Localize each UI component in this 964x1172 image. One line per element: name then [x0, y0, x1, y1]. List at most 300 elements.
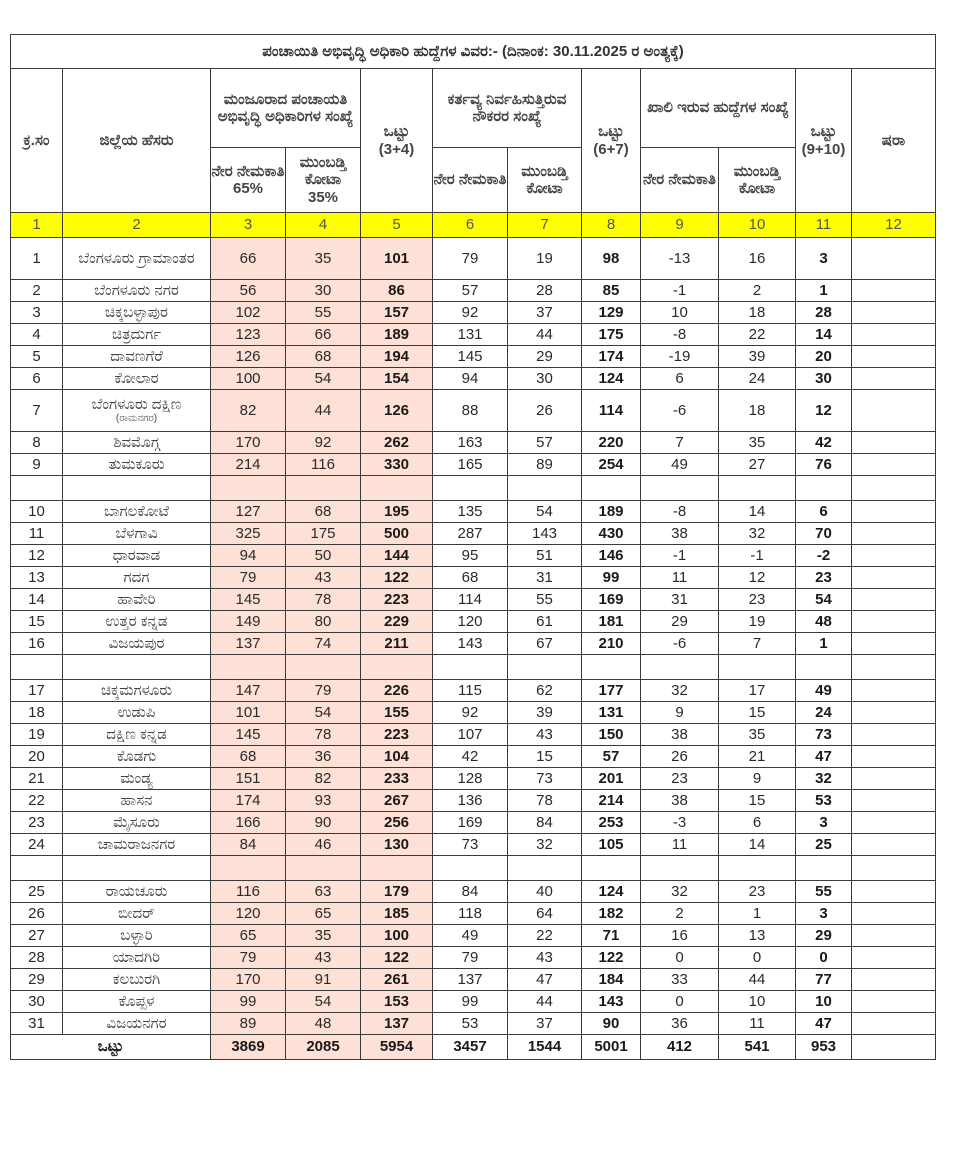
vacant-promo-cell: 14: [719, 501, 796, 523]
district-cell: [63, 432, 211, 454]
district-cell: [63, 501, 211, 523]
sanctioned-promo-cell: 116: [286, 454, 361, 476]
header-total-3-4-formula: (3+4): [378, 140, 415, 158]
vacant-promo-cell: 35: [719, 724, 796, 746]
vacant-direct-cell: 38: [641, 523, 719, 545]
working-total-cell: 146: [582, 545, 641, 567]
working-total-cell: 114: [582, 390, 641, 432]
column-number: 3: [211, 213, 286, 238]
sanctioned-promo-cell: 44: [286, 390, 361, 432]
vacant-total-cell: 1: [796, 280, 852, 302]
working-total-cell: 57: [582, 746, 641, 768]
district-name: ಬಳ್ಳಾರಿ: [120, 926, 153, 944]
vacant-total-cell: 28: [796, 302, 852, 324]
total-c4: 2085: [286, 1035, 361, 1060]
vacant-total-cell: 48: [796, 611, 852, 633]
district-name: ಬೆಂಗಳೂರು ಗ್ರಾಮಾಂತರ: [78, 249, 195, 267]
working-direct-cell: 92: [433, 702, 508, 724]
district-name: ಕೊಪ್ಪಳ: [118, 992, 155, 1010]
table-row: [11, 925, 936, 947]
empty-cell: [852, 476, 936, 501]
remarks-cell: [852, 238, 936, 280]
working-promo-cell: 62: [508, 680, 582, 702]
vacant-total-cell: 29: [796, 925, 852, 947]
sanctioned-direct-cell: 147: [211, 680, 286, 702]
district-name: ಬಾಗಲಕೋಟೆ: [103, 502, 170, 520]
working-promo-cell: 43: [508, 724, 582, 746]
sanctioned-total-cell: 126: [361, 390, 433, 432]
sanctioned-total-cell: 229: [361, 611, 433, 633]
sanctioned-direct-cell: 82: [211, 390, 286, 432]
vacant-direct-cell: 6: [641, 368, 719, 390]
district-name: ಕೊಡಗು: [116, 747, 157, 765]
empty-cell: [582, 476, 641, 501]
empty-cell: [582, 655, 641, 680]
working-total-cell: 430: [582, 523, 641, 545]
sanctioned-promo-cell: 68: [286, 346, 361, 368]
sl-no-cell: 11: [11, 523, 63, 545]
vacant-promo-cell: 19: [719, 611, 796, 633]
remarks-cell: [852, 567, 936, 589]
empty-cell: [361, 476, 433, 501]
remarks-cell: [852, 925, 936, 947]
vacant-promo-cell: 22: [719, 324, 796, 346]
sanctioned-total-cell: 262: [361, 432, 433, 454]
sanctioned-direct-cell: 65: [211, 925, 286, 947]
working-direct-cell: 131: [433, 324, 508, 346]
sl-no-cell: 20: [11, 746, 63, 768]
header-total-6-7-label: ಒಟ್ಟು: [598, 123, 624, 141]
vacant-direct-cell: 11: [641, 567, 719, 589]
district-cell: [63, 768, 211, 790]
working-direct-cell: 163: [433, 432, 508, 454]
sanctioned-promo-cell: 79: [286, 680, 361, 702]
district-cell: [63, 545, 211, 567]
district-cell: [63, 390, 211, 432]
sl-no-cell: 19: [11, 724, 63, 746]
vacant-direct-cell: 38: [641, 790, 719, 812]
sanctioned-total-cell: 157: [361, 302, 433, 324]
table-row: [11, 346, 936, 368]
remarks-cell: [852, 611, 936, 633]
district-cell: [63, 633, 211, 655]
vacant-promo-cell: 27: [719, 454, 796, 476]
empty-cell: [211, 655, 286, 680]
table-row: [11, 523, 936, 545]
column-number: 4: [286, 213, 361, 238]
remarks-cell: [852, 790, 936, 812]
sanctioned-total-cell: 179: [361, 881, 433, 903]
remarks-cell: [852, 903, 936, 925]
vacant-total-cell: 55: [796, 881, 852, 903]
vacant-total-cell: 32: [796, 768, 852, 790]
remarks-cell: [852, 501, 936, 523]
sl-no-cell: 31: [11, 1013, 63, 1035]
table-row: [11, 368, 936, 390]
sanctioned-total-cell: 500: [361, 523, 433, 545]
district-cell: [63, 724, 211, 746]
sl-no-cell: 9: [11, 454, 63, 476]
vacant-promo-cell: 32: [719, 523, 796, 545]
sanctioned-promo-cell: 91: [286, 969, 361, 991]
vacant-promo-cell: 0: [719, 947, 796, 969]
working-promo-cell: 43: [508, 947, 582, 969]
vacant-direct-cell: 9: [641, 702, 719, 724]
spacer-row: [11, 655, 936, 680]
vacant-direct-cell: -8: [641, 324, 719, 346]
working-direct-cell: 92: [433, 302, 508, 324]
header-remarks: ಷರಾ: [852, 69, 936, 213]
sanctioned-direct-cell: 170: [211, 432, 286, 454]
district-name: ಹಾವೇರಿ: [117, 590, 156, 608]
sanctioned-total-cell: 154: [361, 368, 433, 390]
sanctioned-direct-cell: 84: [211, 834, 286, 856]
header-total-3-4: [361, 69, 433, 213]
vacant-promo-cell: 14: [719, 834, 796, 856]
district-cell: [63, 881, 211, 903]
district-cell: [63, 702, 211, 724]
remarks-cell: [852, 280, 936, 302]
empty-cell: [211, 856, 286, 881]
vacant-promo-cell: 9: [719, 768, 796, 790]
working-direct-cell: 79: [433, 947, 508, 969]
table-row: [11, 881, 936, 903]
sl-no-cell: 24: [11, 834, 63, 856]
header-sanctioned-promo-label: ಮುಂಬಡ್ತಿ ಕೋಟಾ: [299, 154, 347, 189]
table-row: [11, 680, 936, 702]
table-row: [11, 390, 936, 432]
sanctioned-total-cell: 153: [361, 991, 433, 1013]
empty-cell: [286, 655, 361, 680]
pdo-vacancy-table: [10, 34, 936, 1060]
vacant-total-cell: 12: [796, 390, 852, 432]
sanctioned-total-cell: 101: [361, 238, 433, 280]
sanctioned-direct-cell: 170: [211, 969, 286, 991]
sl-no-cell: 28: [11, 947, 63, 969]
sanctioned-direct-cell: 68: [211, 746, 286, 768]
vacant-total-cell: 3: [796, 903, 852, 925]
table-row: [11, 432, 936, 454]
vacant-direct-cell: -8: [641, 501, 719, 523]
remarks-cell: [852, 390, 936, 432]
sanctioned-total-cell: 122: [361, 947, 433, 969]
district-cell: [63, 991, 211, 1013]
district-name: ಗದಗ: [123, 568, 150, 586]
vacant-promo-cell: 6: [719, 812, 796, 834]
working-promo-cell: 37: [508, 302, 582, 324]
vacant-total-cell: 3: [796, 238, 852, 280]
sanctioned-promo-cell: 43: [286, 567, 361, 589]
sanctioned-promo-cell: 78: [286, 724, 361, 746]
table-row: [11, 324, 936, 346]
table-row: [11, 702, 936, 724]
sanctioned-total-cell: 189: [361, 324, 433, 346]
working-promo-cell: 28: [508, 280, 582, 302]
working-direct-cell: 107: [433, 724, 508, 746]
district-name: ಮೈಸೂರು: [113, 813, 160, 831]
district-name: ರಾಯಚೂರು: [105, 882, 168, 900]
vacant-direct-cell: 0: [641, 991, 719, 1013]
empty-cell: [508, 655, 582, 680]
remarks-cell: [852, 991, 936, 1013]
empty-cell: [508, 476, 582, 501]
vacant-total-cell: 6: [796, 501, 852, 523]
sl-no-cell: 16: [11, 633, 63, 655]
working-direct-cell: 118: [433, 903, 508, 925]
vacant-direct-cell: 23: [641, 768, 719, 790]
empty-cell: [852, 856, 936, 881]
header-district: ಜಿಲ್ಲೆಯ ಹೆಸರು: [63, 69, 211, 213]
district-name: ಚಿಕ್ಕಬಳ್ಳಾಪುರ: [105, 303, 168, 321]
vacant-direct-cell: 16: [641, 925, 719, 947]
sl-no-cell: 8: [11, 432, 63, 454]
sanctioned-direct-cell: 79: [211, 947, 286, 969]
vacant-promo-cell: -1: [719, 545, 796, 567]
vacant-total-cell: 3: [796, 812, 852, 834]
vacant-direct-cell: 32: [641, 881, 719, 903]
header-total-3-4-label: ಒಟ್ಟು: [383, 123, 410, 141]
empty-cell: [361, 655, 433, 680]
district-cell: [63, 969, 211, 991]
empty-cell: [211, 476, 286, 501]
working-direct-cell: 57: [433, 280, 508, 302]
vacant-promo-cell: 39: [719, 346, 796, 368]
total-c6: 3457: [433, 1035, 508, 1060]
vacant-direct-cell: 38: [641, 724, 719, 746]
working-promo-cell: 32: [508, 834, 582, 856]
district-name: ಬೆಂಗಳೂರು ದಕ್ಷಿಣ: [91, 396, 182, 414]
district-name: ಉಡುಪಿ: [117, 703, 156, 721]
working-total-cell: 184: [582, 969, 641, 991]
header-vacant: ಖಾಲಿ ಇರುವ ಹುದ್ದೆಗಳ ಸಂಖ್ಯೆ: [641, 69, 796, 148]
sanctioned-direct-cell: 149: [211, 611, 286, 633]
remarks-cell: [852, 589, 936, 611]
empty-cell: [11, 476, 63, 501]
vacant-promo-cell: 23: [719, 589, 796, 611]
district-name: ಚಿತ್ರದುರ್ಗ: [111, 325, 161, 343]
remarks-cell: [852, 432, 936, 454]
working-total-cell: 175: [582, 324, 641, 346]
vacant-total-cell: 20: [796, 346, 852, 368]
sl-no-cell: 5: [11, 346, 63, 368]
vacant-promo-cell: 15: [719, 790, 796, 812]
empty-cell: [63, 476, 211, 501]
empty-cell: [796, 655, 852, 680]
district-cell: [63, 567, 211, 589]
remarks-cell: [852, 746, 936, 768]
sanctioned-total-cell: 144: [361, 545, 433, 567]
district-note: (ರಾಮನಗರ): [115, 413, 158, 425]
working-direct-cell: 73: [433, 834, 508, 856]
column-number: 12: [852, 213, 936, 238]
working-total-cell: 129: [582, 302, 641, 324]
working-promo-cell: 19: [508, 238, 582, 280]
total-label: ಒಟ್ಟು: [11, 1035, 211, 1060]
sanctioned-direct-cell: 123: [211, 324, 286, 346]
column-number: 7: [508, 213, 582, 238]
working-total-cell: 71: [582, 925, 641, 947]
header-total-9-10: [796, 69, 852, 213]
working-total-cell: 124: [582, 881, 641, 903]
remarks-cell: [852, 454, 936, 476]
district-cell: [63, 680, 211, 702]
sanctioned-direct-cell: 126: [211, 346, 286, 368]
vacant-promo-cell: 18: [719, 390, 796, 432]
header-vacant-direct: ನೇರ ನೇಮಕಾತಿ: [641, 148, 719, 213]
vacant-total-cell: 23: [796, 567, 852, 589]
empty-cell: [719, 476, 796, 501]
working-promo-cell: 73: [508, 768, 582, 790]
column-number-row: [11, 213, 936, 238]
working-total-cell: 253: [582, 812, 641, 834]
working-total-cell: 220: [582, 432, 641, 454]
sanctioned-direct-cell: 127: [211, 501, 286, 523]
district-name: ಹಾಸನ: [120, 791, 153, 809]
sl-no-cell: 14: [11, 589, 63, 611]
empty-cell: [286, 856, 361, 881]
total-remarks-cell: [852, 1035, 936, 1060]
sanctioned-direct-cell: 94: [211, 545, 286, 567]
sanctioned-promo-cell: 63: [286, 881, 361, 903]
sanctioned-direct-cell: 101: [211, 702, 286, 724]
sl-no-cell: 18: [11, 702, 63, 724]
sanctioned-direct-cell: 166: [211, 812, 286, 834]
working-promo-cell: 29: [508, 346, 582, 368]
district-name: ಬೆಳಗಾವಿ: [115, 524, 158, 542]
working-promo-cell: 55: [508, 589, 582, 611]
empty-cell: [433, 476, 508, 501]
district-cell: [63, 790, 211, 812]
working-total-cell: 201: [582, 768, 641, 790]
vacant-total-cell: 54: [796, 589, 852, 611]
vacant-direct-cell: -1: [641, 545, 719, 567]
working-direct-cell: 79: [433, 238, 508, 280]
remarks-cell: [852, 680, 936, 702]
working-promo-cell: 37: [508, 1013, 582, 1035]
working-promo-cell: 54: [508, 501, 582, 523]
sanctioned-direct-cell: 174: [211, 790, 286, 812]
working-direct-cell: 42: [433, 746, 508, 768]
working-total-cell: 122: [582, 947, 641, 969]
sanctioned-promo-cell: 66: [286, 324, 361, 346]
column-number: 9: [641, 213, 719, 238]
empty-cell: [11, 856, 63, 881]
vacant-total-cell: 1: [796, 633, 852, 655]
vacant-direct-cell: 10: [641, 302, 719, 324]
working-promo-cell: 64: [508, 903, 582, 925]
district-cell: [63, 834, 211, 856]
district-name: ವಿಜಯನಗರ: [106, 1014, 167, 1032]
working-promo-cell: 39: [508, 702, 582, 724]
remarks-cell: [852, 324, 936, 346]
header-working-direct: ನೇರ ನೇಮಕಾತಿ: [433, 148, 508, 213]
sanctioned-promo-cell: 90: [286, 812, 361, 834]
sanctioned-total-cell: 223: [361, 724, 433, 746]
working-promo-cell: 47: [508, 969, 582, 991]
district-cell: [63, 1013, 211, 1035]
vacant-direct-cell: 0: [641, 947, 719, 969]
vacant-direct-cell: 32: [641, 680, 719, 702]
table-row: [11, 768, 936, 790]
empty-cell: [63, 856, 211, 881]
sanctioned-promo-cell: 50: [286, 545, 361, 567]
table-row: [11, 746, 936, 768]
header-working: ಕರ್ತವ್ಯ ನಿರ್ವಹಿಸುತ್ತಿರುವ ನೌಕರರ ಸಂಖ್ಯೆ: [433, 69, 582, 148]
sanctioned-direct-cell: 99: [211, 991, 286, 1013]
sanctioned-total-cell: 155: [361, 702, 433, 724]
vacant-direct-cell: 33: [641, 969, 719, 991]
working-promo-cell: 30: [508, 368, 582, 390]
working-total-cell: 177: [582, 680, 641, 702]
vacant-promo-cell: 1: [719, 903, 796, 925]
header-sl-no: ಕ್ರ.ಸಂ: [11, 69, 63, 213]
district-name: ಕೋಲಾರ: [114, 369, 159, 387]
spacer-row: [11, 856, 936, 881]
vacant-promo-cell: 2: [719, 280, 796, 302]
vacant-direct-cell: -1: [641, 280, 719, 302]
total-c7: 1544: [508, 1035, 582, 1060]
working-total-cell: 174: [582, 346, 641, 368]
working-direct-cell: 120: [433, 611, 508, 633]
working-total-cell: 98: [582, 238, 641, 280]
table-row: [11, 501, 936, 523]
district-cell: [63, 368, 211, 390]
district-cell: [63, 925, 211, 947]
table-row: [11, 903, 936, 925]
vacant-promo-cell: 12: [719, 567, 796, 589]
remarks-cell: [852, 947, 936, 969]
sanctioned-promo-cell: 35: [286, 925, 361, 947]
table-row: [11, 238, 936, 280]
working-direct-cell: 88: [433, 390, 508, 432]
working-promo-cell: 61: [508, 611, 582, 633]
vacant-direct-cell: 36: [641, 1013, 719, 1035]
table-row: [11, 589, 936, 611]
table-row: [11, 1013, 936, 1035]
working-total-cell: 85: [582, 280, 641, 302]
header-total-9-10-formula: (9+10): [801, 140, 846, 158]
remarks-cell: [852, 1013, 936, 1035]
sanctioned-direct-cell: 79: [211, 567, 286, 589]
header-sanctioned-promo-pct: 35%: [307, 188, 339, 206]
sanctioned-promo-cell: 175: [286, 523, 361, 545]
vacant-promo-cell: 10: [719, 991, 796, 1013]
working-promo-cell: 84: [508, 812, 582, 834]
district-name: ಚಿಕ್ಕಮಗಳೂರು: [100, 681, 173, 699]
sl-no-cell: 21: [11, 768, 63, 790]
column-number: 6: [433, 213, 508, 238]
vacant-promo-cell: 11: [719, 1013, 796, 1035]
sanctioned-total-cell: 104: [361, 746, 433, 768]
district-cell: [63, 903, 211, 925]
district-cell: [63, 280, 211, 302]
vacant-total-cell: 73: [796, 724, 852, 746]
vacant-total-cell: 49: [796, 680, 852, 702]
district-cell: [63, 611, 211, 633]
remarks-cell: [852, 633, 936, 655]
empty-cell: [63, 655, 211, 680]
vacant-direct-cell: 11: [641, 834, 719, 856]
remarks-cell: [852, 368, 936, 390]
district-cell: [63, 238, 211, 280]
column-number: 8: [582, 213, 641, 238]
district-name: ಧಾರವಾಡ: [112, 546, 161, 564]
remarks-cell: [852, 969, 936, 991]
working-direct-cell: 136: [433, 790, 508, 812]
working-direct-cell: 169: [433, 812, 508, 834]
working-promo-cell: 40: [508, 881, 582, 903]
working-direct-cell: 143: [433, 633, 508, 655]
